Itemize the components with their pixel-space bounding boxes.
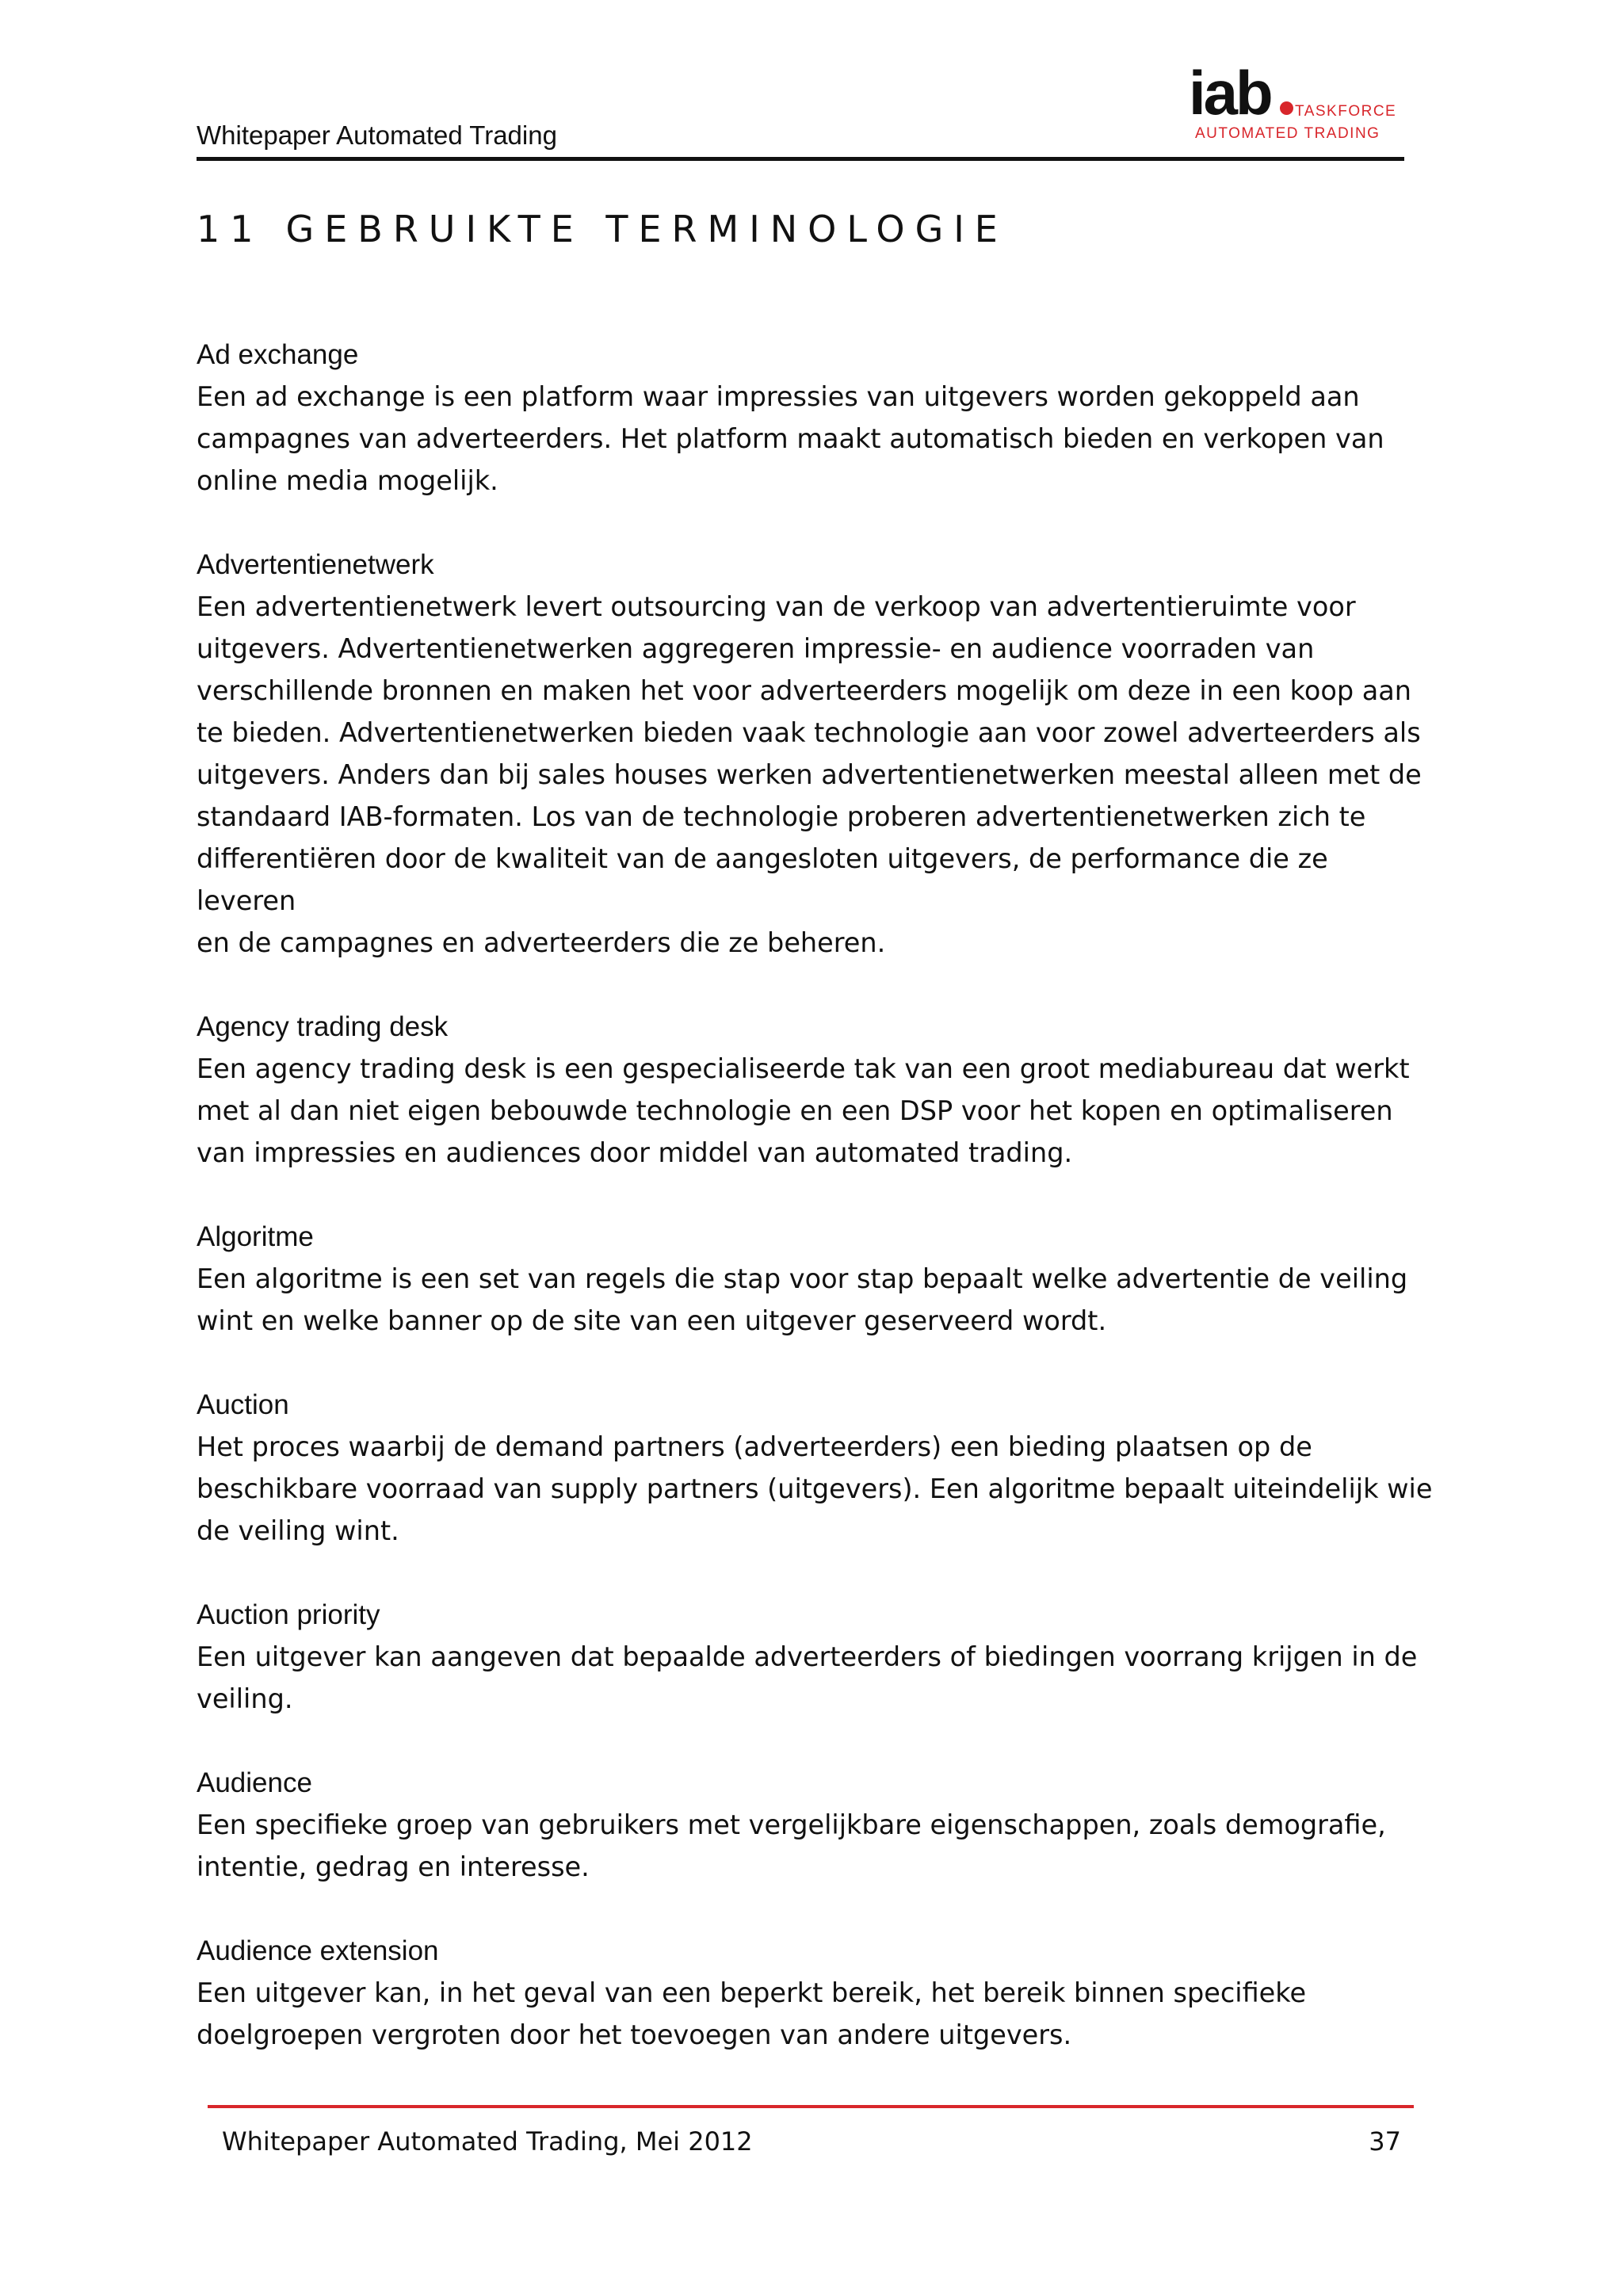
glossary-entry: [197, 1216, 1433, 1342]
glossary-definition-line: differentiëren door de kwaliteit van de aangesloten uitgevers, de performance die ze leveren: [197, 843, 1328, 916]
glossary-term: Audience: [197, 1767, 312, 1798]
glossary-term: Auction priority: [197, 1599, 380, 1630]
footer-divider: [208, 2105, 1414, 2108]
glossary-term: Audience extension: [197, 1935, 439, 1966]
glossary-list: [197, 334, 1433, 2098]
glossary-entry: [197, 1384, 1433, 1552]
glossary-term: Advertentienetwerk: [197, 549, 434, 580]
glossary-definition-line: Een ad exchange is een platform waar impressies van uitgevers worden gekoppeld aan: [197, 381, 1360, 412]
glossary-definition-line: te bieden. Advertentienetwerken bieden vaak technologie aan voor zowel adverteerders als: [197, 717, 1421, 748]
glossary-definition-line: Een specifieke groep van gebruikers met vergelijkbare eigenschappen, zoals demografie,: [197, 1809, 1386, 1840]
glossary-entry: [197, 1762, 1433, 1888]
glossary-definition-line: en de campagnes en adverteerders die ze beheren.: [197, 927, 886, 958]
glossary-entry: [197, 544, 1433, 964]
chapter-number: 11: [197, 208, 264, 250]
logo-line2: AUTOMATED TRADING: [1195, 125, 1381, 142]
glossary-definition-line: van impressies en audiences door middel van automated trading.: [197, 1137, 1073, 1168]
chapter-heading: [197, 208, 1008, 250]
glossary-definition-line: Een agency trading desk is een gespecialiseerde tak van een groot mediabureau dat werkt: [197, 1053, 1410, 1084]
glossary-term: Auction: [197, 1389, 289, 1420]
glossary-definition-line: verschillende bronnen en maken het voor adverteerders mogelijk om deze in een koop aan: [197, 675, 1412, 706]
glossary-entry: [197, 1930, 1433, 2056]
glossary-entry: [197, 1594, 1433, 1720]
glossary-definition-line: doelgroepen vergroten door het toevoegen van andere uitgevers.: [197, 2019, 1072, 2050]
glossary-definition-line: de veiling wint.: [197, 1515, 399, 1546]
glossary-definition-line: veiling.: [197, 1683, 293, 1714]
chapter-title: GEBRUIKTE TERMINOLOGIE: [285, 208, 1008, 250]
iab-taskforce-logo: [1189, 58, 1397, 149]
glossary-definition-line: Het proces waarbij de demand partners (adverteerders) een bieding plaatsen op de: [197, 1431, 1312, 1462]
glossary-definition-line: online media mogelijk.: [197, 465, 498, 496]
glossary-definition-line: beschikbare voorraad van supply partners (uitgevers). Een algoritme bepaalt uiteindelijk wie: [197, 1473, 1433, 1504]
glossary-definition-line: Een uitgever kan, in het geval van een beperkt bereik, het bereik binnen specifieke: [197, 1977, 1307, 2008]
logo-brand: iab: [1189, 58, 1271, 128]
glossary-definition-line: Een advertentienetwerk levert outsourcing van de verkoop van advertentieruimte voor: [197, 591, 1356, 622]
glossary-definition-line: intentie, gedrag en interesse.: [197, 1851, 590, 1882]
glossary-definition-line: uitgevers. Advertentienetwerken aggregeren impressie- en audience voorraden van: [197, 633, 1315, 664]
glossary-definition-line: Een algoritme is een set van regels die stap voor stap bepaalt welke advertentie de veiling: [197, 1263, 1408, 1294]
glossary-definition-line: campagnes van adverteerders. Het platform maakt automatisch bieden en verkopen van: [197, 423, 1384, 454]
glossary-term: Agency trading desk: [197, 1011, 449, 1042]
logo-dot-icon: [1280, 101, 1293, 115]
glossary-term: Ad exchange: [197, 339, 359, 370]
glossary-definition-line: wint en welke banner op de site van een uitgever geserveerd wordt.: [197, 1305, 1107, 1336]
glossary-entry: [197, 1006, 1433, 1174]
glossary-definition-line: Een uitgever kan aangeven dat bepaalde adverteerders of biedingen voorrang krijgen in de: [197, 1641, 1418, 1672]
glossary-entry: [197, 334, 1433, 502]
glossary-definition-line: met al dan niet eigen bebouwde technologie en een DSP voor het kopen en optimaliseren: [197, 1095, 1393, 1126]
header-divider: [197, 157, 1404, 161]
logo-line1: TASKFORCE: [1295, 103, 1397, 120]
glossary-term: Algoritme: [197, 1221, 314, 1252]
footer-text: Whitepaper Automated Trading, Mei 2012: [222, 2126, 753, 2157]
header-title: Whitepaper Automated Trading: [197, 120, 557, 150]
glossary-definition-line: uitgevers. Anders dan bij sales houses werken advertentienetwerken meestal alleen met de: [197, 759, 1422, 790]
glossary-definition-line: standaard IAB-formaten. Los van de technologie proberen advertentienetwerken zich te: [197, 801, 1366, 832]
page-number: 37: [1369, 2126, 1401, 2157]
